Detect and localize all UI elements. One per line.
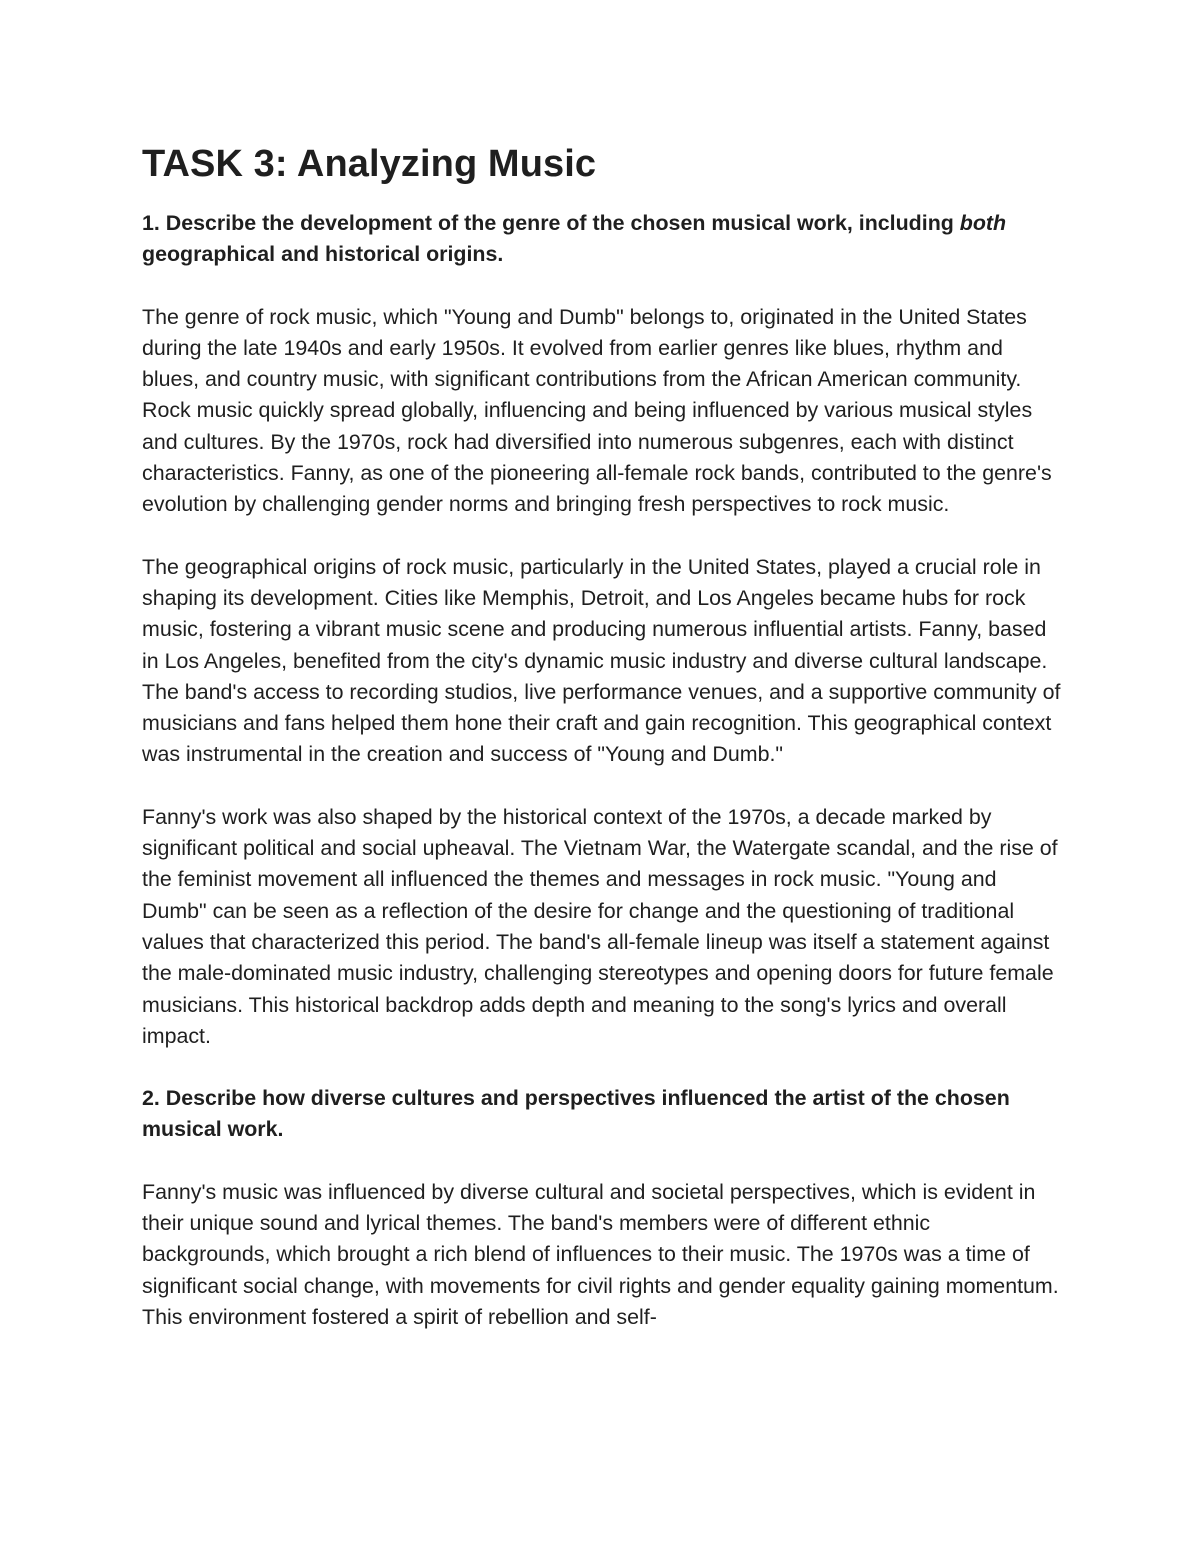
question-2: [142, 1083, 1062, 1146]
answer-2-paragraph-1: Fanny's music was influenced by diverse cultural and societal perspectives, which is evident in their unique sound and lyrical themes. The band's members were of different ethnic backgrounds, which brought a rich blend of influences to their music. The 1970s was a time of significant social change, with movements for civil rights and gender equality gaining momentum. This environment fostered a spirit of rebellion and self-: [142, 1179, 1059, 1329]
question-1-tail: geographical and historical origins.: [142, 242, 504, 267]
answer-1-paragraph-2: The geographical origins of rock music, particularly in the United States, played a crucial role in shaping its development. Cities like Memphis, Detroit, and Los Angeles became hubs for rock music, fostering a vibrant music scene and producing numerous influential artists. Fanny, based in Los Angeles, benefited from the city's dynamic music industry and diverse cultural landscape. The band's access to recording studios, live performance venues, and a supportive community of musicians and fans helped them hone their craft and gain recognition. This geographical context was instrumental in the creation and success of "Young and Dumb.": [142, 554, 1061, 767]
answer-1-paragraph-1: The genre of rock music, which "Young and Dumb" belongs to, originated in the United States during the late 1940s and early 1950s. It evolved from earlier genres like blues, rhythm and blues, and country music, with significant contributions from the African American community. Rock music quickly spread globally, influencing and being influenced by various musical styles and cultures. By the 1970s, rock had diversified into numerous subgenres, each with distinct characteristics. Fanny, as one of the pioneering all-female rock bands, contributed to the genre's evolution by challenging gender norms and bringing fresh perspectives to rock music.: [142, 304, 1052, 517]
answer-1-paragraph-3: Fanny's work was also shaped by the historical context of the 1970s, a decade marked by significant political and social upheaval. The Vietnam War, the Watergate scandal, and the rise of the feminist movement all influenced the themes and messages in rock music. "Young and Dumb" can be seen as a reflection of the desire for change and the questioning of traditional values that characterized this period. The band's all-female lineup was itself a statement against the male-dominated music industry, challenging stereotypes and opening doors for future female musicians. This historical backdrop adds depth and meaning to the song's lyrics and overall impact.: [142, 804, 1058, 1048]
document-title: TASK 3: Analyzing Music: [142, 143, 597, 185]
question-1-emphasis: both: [959, 211, 1007, 235]
question-1-lead: 1. Describe the development of the genre of the chosen musical work, including: [142, 211, 960, 235]
question-1: [142, 208, 1062, 271]
document-page: [142, 136, 1062, 1364]
question-2-lead: 2. Describe how diverse cultures and perspectives influenced the artist of the chosen musical work.: [142, 1086, 1010, 1142]
